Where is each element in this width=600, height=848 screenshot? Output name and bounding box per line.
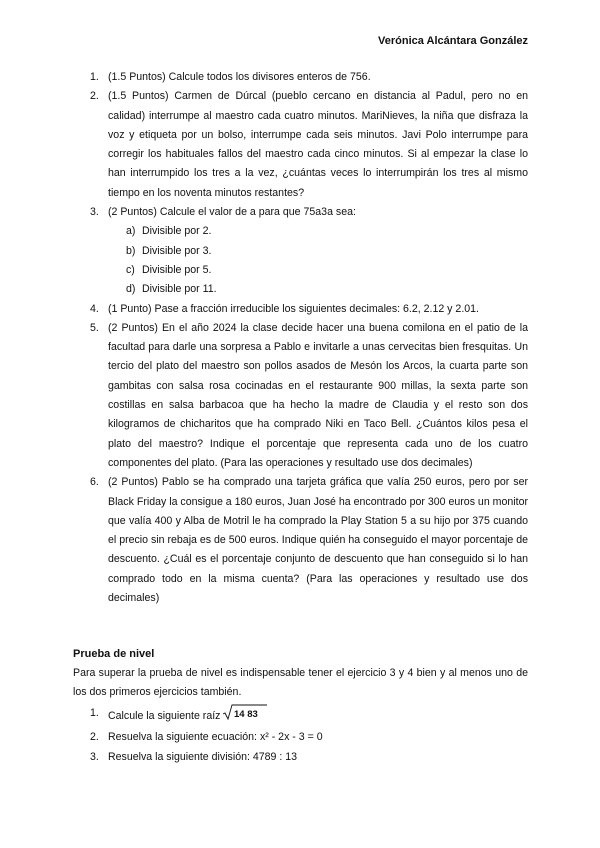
exercise-text: (2 Puntos) Calcule el valor de a para que 75a3a sea:	[108, 206, 356, 219]
exercise-number: 6.	[90, 476, 99, 489]
level-item-text: Resuelva la siguiente ecuación: x² - 2x - 3 = 0	[108, 731, 323, 744]
exercise-text: (1 Punto) Pase a fracción irreducible los siguientes decimales: 6.2, 2.12 y 2.01.	[108, 302, 479, 315]
level-item-number: 1.	[90, 707, 99, 719]
sub-item-letter: a)	[126, 225, 136, 238]
exercise-text: (1.5 Puntos) Calcule todos los divisores enteros de 756.	[108, 71, 371, 83]
level-item-number: 3.	[90, 750, 99, 763]
sub-item	[108, 261, 528, 280]
level-test-list	[73, 704, 528, 767]
sub-item-letter: b)	[126, 244, 136, 257]
radicand: 14 83	[234, 709, 259, 720]
sub-item-list	[108, 222, 528, 299]
sub-item-text: Divisible por 3.	[142, 244, 212, 257]
radical-sign-icon	[223, 704, 267, 721]
exercise-number: 1.	[90, 71, 99, 83]
sub-item-text: Divisible por 11.	[142, 283, 217, 296]
level-item-number: 2.	[90, 731, 99, 744]
level-test-item	[73, 748, 528, 767]
exercise-item	[73, 319, 528, 473]
sub-item-letter: c)	[126, 263, 135, 276]
exercise-number: 3.	[90, 206, 99, 219]
level-test-intro: Para superar la prueba de nivel es indispensable tener el ejercicio 3 y 4 bien y al menos uno de los dos primeros ejercicios también.	[73, 667, 528, 699]
exercise-number: 5.	[90, 321, 99, 334]
exercise-number: 4.	[90, 302, 99, 315]
exercise-list	[73, 68, 528, 608]
level-test-title: Prueba de nivel	[73, 648, 155, 660]
exercise-item	[73, 87, 528, 203]
exercise-item	[73, 300, 528, 319]
square-root	[223, 704, 267, 728]
exercise-text: (2 Puntos) En el año 2024 la clase decide hacer una buena comilona en el patio de la facultad para darle una sorpresa a Pablo e invitarle a unas cervecitas bien fresquitas. Un tercio del plato del maestro son pollos asados de Mesón los Arcos, la cuarta parte son gambitas con salsa rosa cocinadas en el restaurante 900 millas, la sexta parte son costillas en salsa barbacoa que ha hecho la madre de Claudia y el resto son dos kilogramos de chicharitos que ha comprado Niki en Taco Bell. ¿Cuántos kilos pesa el plato del maestro? Indique el porcentaje que representa cada uno de los cuatro componentes del plato. (Para las operaciones y resultado use dos decimales)	[108, 321, 528, 469]
exercise-text: (2 Puntos) Pablo se ha comprado una tarjeta gráfica que valía 250 euros, pero por ser Black Friday la consigue a 180 euros, Juan José ha encontrado por 300 euros un monitor que valía 400 y Alba de Motril le ha comprado la Play Station 5 a su hijo por 375 cuando el precio sin rebaja es de 500 euros. Indique quién ha conseguido el mayor porcentaje de descuento. ¿Cuál es el porcentaje conjunto de descuento que han conseguido si lo han comprado todo en la misma cuenta? (Para las operaciones y resultado use dos decimales)	[108, 476, 528, 605]
sub-item-text: Divisible por 2.	[142, 225, 212, 238]
exercise-item	[73, 203, 528, 299]
sub-item	[108, 222, 528, 241]
level-item-text: Calcule la siguiente raíz	[108, 709, 221, 722]
level-item-text: Resuelva la siguiente división: 4789 : 13	[108, 750, 298, 763]
level-test-item	[73, 728, 528, 747]
level-test-item	[73, 704, 528, 728]
exercise-item	[73, 473, 528, 608]
exercise-number: 2.	[90, 90, 99, 103]
sub-item	[108, 242, 528, 261]
exercise-item	[73, 68, 528, 87]
sub-item-text: Divisible por 5.	[142, 263, 212, 276]
sub-item-letter: d)	[126, 283, 136, 296]
sub-item	[108, 280, 528, 299]
author-name: Verónica Alcántara González	[378, 35, 528, 47]
exercise-text: (1.5 Puntos) Carmen de Dúrcal (pueblo cercano en distancia al Padul, pero no en calidad) interrumpe al maestro cada cuatro minutos. MariNieves, la niña que disfraza la voz y etiqueta por un bolso, interrumpe cada seis minutos. Javi Polo interrumpe para corregir los habituales fallos del maestro cada cinco minutos. Si al empezar la clase lo han interrumpido los tres a la vez, ¿cuántas veces lo interrumpirán los tres al mismo tiempo en los noventa minutos restantes?	[108, 90, 528, 199]
